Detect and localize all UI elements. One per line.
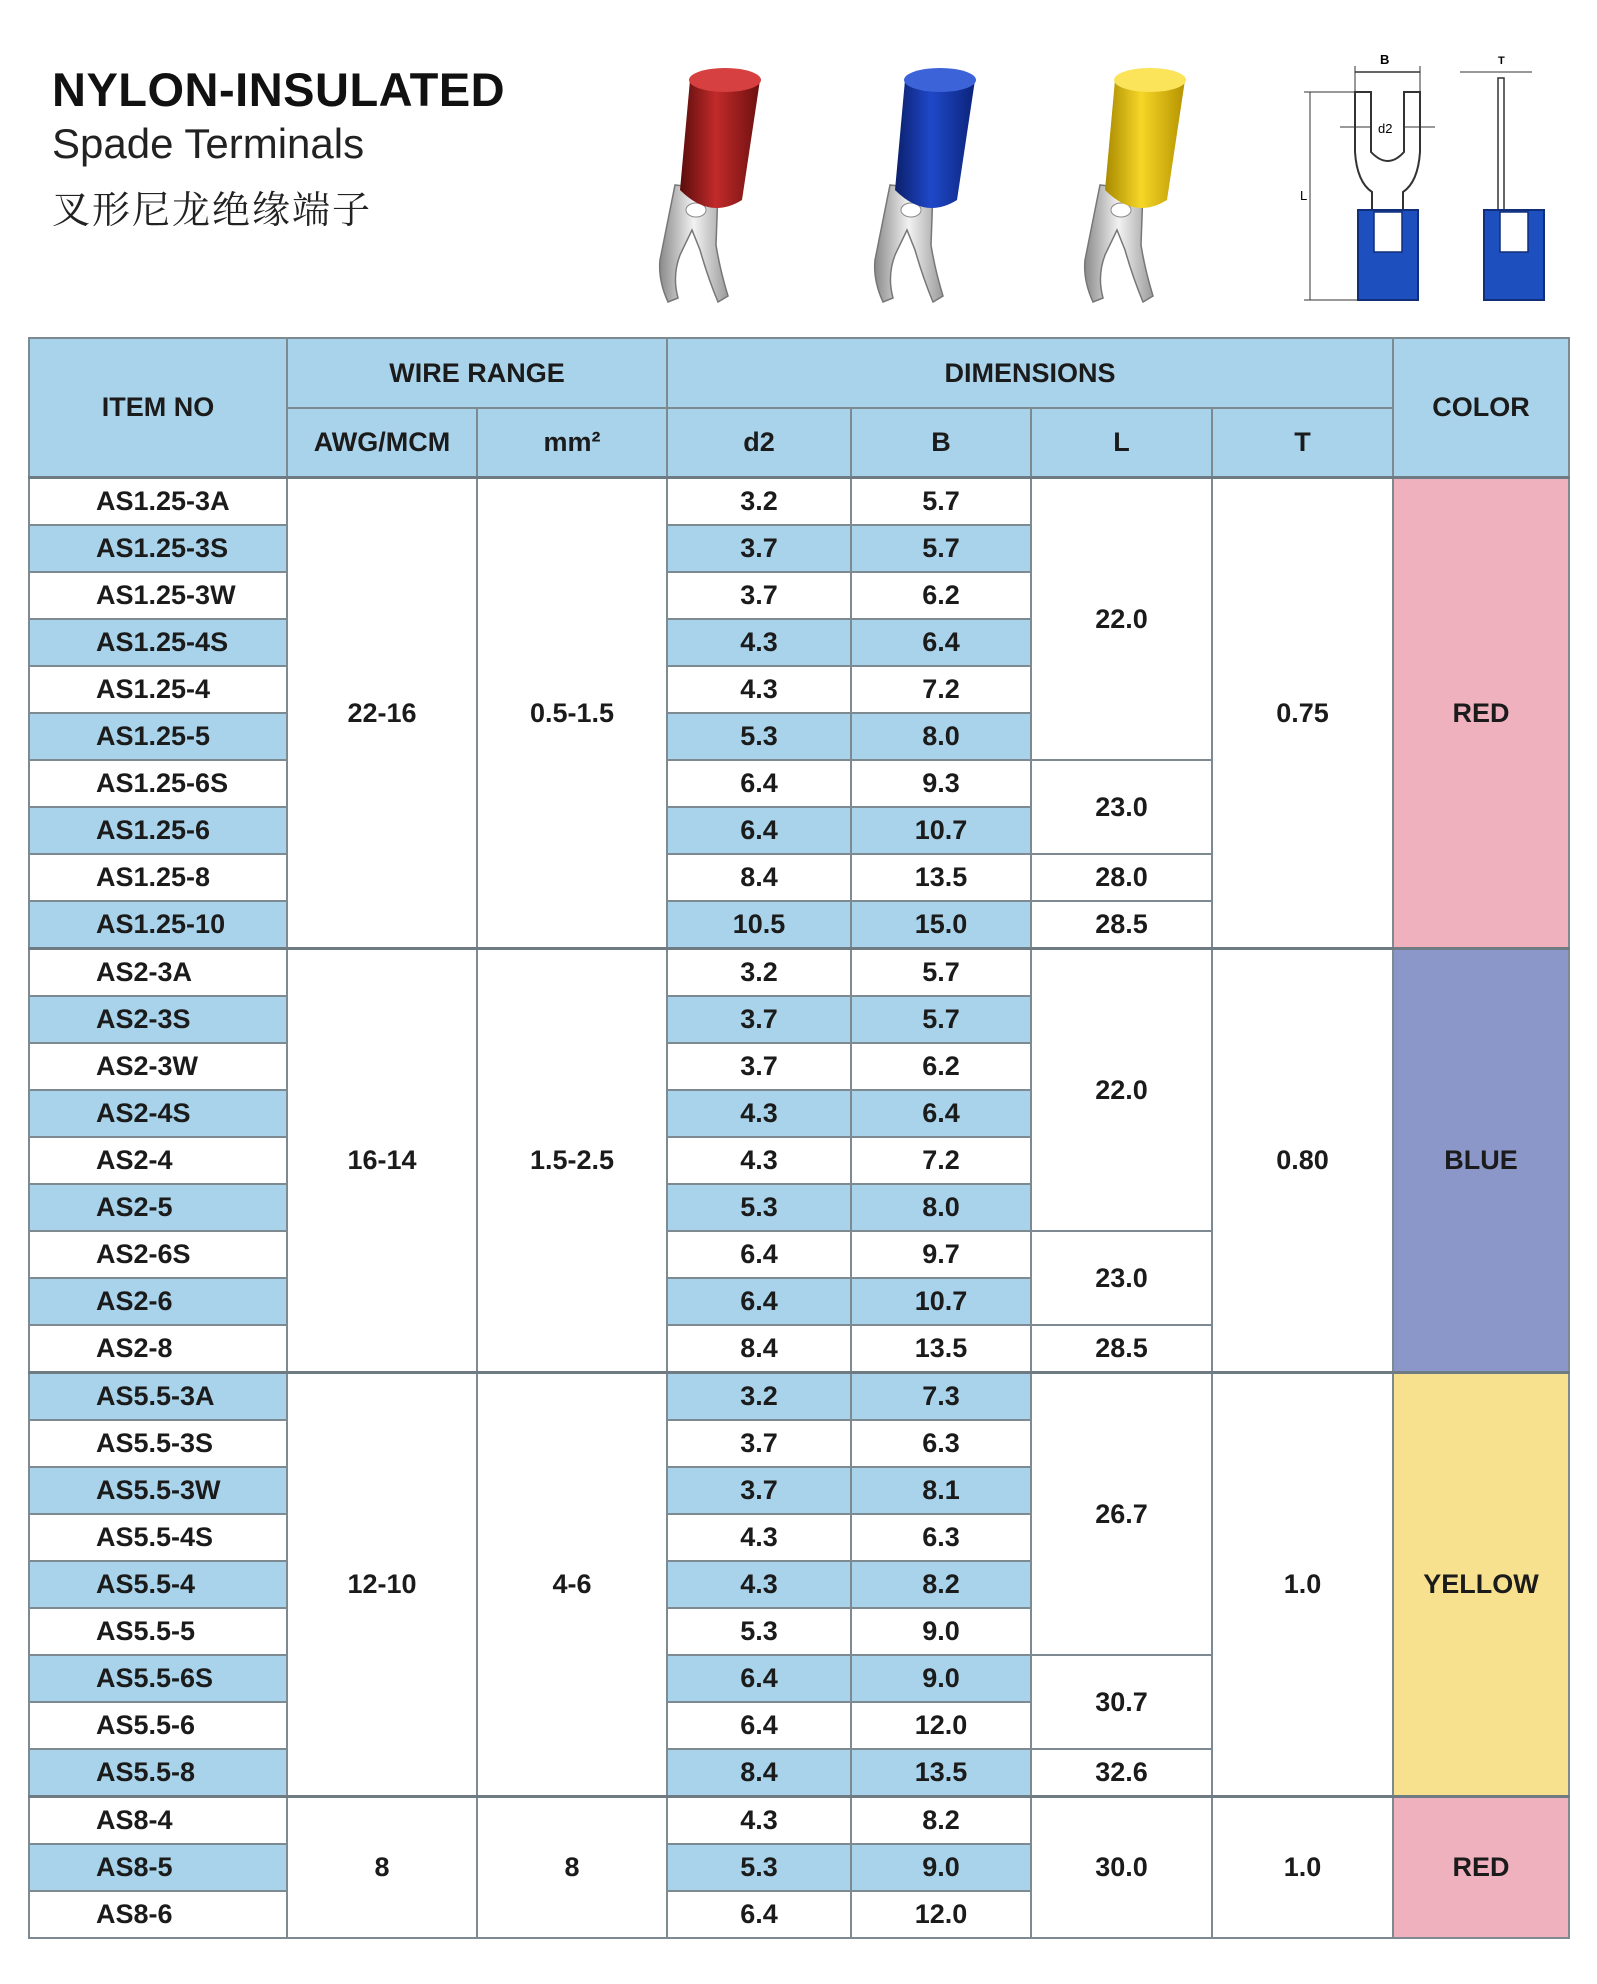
item-no: AS5.5-6: [29, 1702, 287, 1749]
b-value: 9.0: [851, 1655, 1031, 1702]
b-value: 5.7: [851, 949, 1031, 997]
b-value: 15.0: [851, 901, 1031, 949]
diagram-label-d2: d2: [1378, 121, 1393, 136]
item-no: AS5.5-4S: [29, 1514, 287, 1561]
item-no: AS2-8: [29, 1325, 287, 1373]
header-dimensions: DIMENSIONS: [667, 338, 1393, 408]
item-no: AS2-6S: [29, 1231, 287, 1278]
page-subtitle: Spade Terminals: [52, 120, 365, 167]
item-no: AS2-3A: [29, 949, 287, 997]
l-value: 28.5: [1031, 1325, 1212, 1373]
diagram-label-b: B: [1380, 52, 1390, 67]
b-value: 9.3: [851, 760, 1031, 807]
item-no: AS5.5-5: [29, 1608, 287, 1655]
l-value: 22.0: [1031, 478, 1212, 761]
table-row: [29, 478, 1569, 526]
d2-value: 6.4: [667, 1278, 851, 1325]
d2-value: 10.5: [667, 901, 851, 949]
item-no: AS5.5-8: [29, 1749, 287, 1797]
d2-value: 3.7: [667, 1043, 851, 1090]
header-t: T: [1212, 408, 1393, 478]
blue-terminal-image: [835, 40, 1035, 315]
b-value: 9.7: [851, 1231, 1031, 1278]
title-block: [52, 63, 506, 234]
d2-value: 4.3: [667, 1514, 851, 1561]
d2-value: 8.4: [667, 1325, 851, 1373]
awg-value: 8: [287, 1797, 477, 1939]
d2-value: 4.3: [667, 1797, 851, 1845]
item-no: AS2-4: [29, 1137, 287, 1184]
d2-value: 3.7: [667, 1420, 851, 1467]
t-value: 0.75: [1212, 478, 1393, 949]
b-value: 10.7: [851, 1278, 1031, 1325]
item-no: AS1.25-6S: [29, 760, 287, 807]
item-no: AS1.25-4: [29, 666, 287, 713]
item-no: AS2-3W: [29, 1043, 287, 1090]
dimension-diagram: [1300, 52, 1550, 312]
d2-value: 6.4: [667, 1655, 851, 1702]
l-value: 32.6: [1031, 1749, 1212, 1797]
b-value: 9.0: [851, 1844, 1031, 1891]
b-value: 5.7: [851, 478, 1031, 526]
d2-value: 3.2: [667, 949, 851, 997]
table-row: [29, 1797, 1569, 1845]
b-value: 7.2: [851, 666, 1031, 713]
l-value: 26.7: [1031, 1373, 1212, 1656]
b-value: 8.2: [851, 1561, 1031, 1608]
header-d2: d2: [667, 408, 851, 478]
d2-value: 5.3: [667, 1844, 851, 1891]
t-value: 0.80: [1212, 949, 1393, 1373]
item-no: AS5.5-6S: [29, 1655, 287, 1702]
item-no: AS1.25-10: [29, 901, 287, 949]
item-no: AS2-3S: [29, 996, 287, 1043]
d2-value: 5.3: [667, 713, 851, 760]
b-value: 8.0: [851, 713, 1031, 760]
header-awg: AWG/MCM: [287, 408, 477, 478]
b-value: 6.2: [851, 1043, 1031, 1090]
b-value: 8.1: [851, 1467, 1031, 1514]
d2-value: 8.4: [667, 854, 851, 901]
item-no: AS1.25-8: [29, 854, 287, 901]
d2-value: 4.3: [667, 619, 851, 666]
header-b: B: [851, 408, 1031, 478]
awg-value: 12-10: [287, 1373, 477, 1797]
b-value: 9.0: [851, 1608, 1031, 1655]
item-no: AS1.25-4S: [29, 619, 287, 666]
color-value: YELLOW: [1393, 1373, 1569, 1797]
item-no: AS1.25-3W: [29, 572, 287, 619]
d2-value: 3.7: [667, 1467, 851, 1514]
mm2-value: 0.5-1.5: [477, 478, 667, 949]
b-value: 6.4: [851, 1090, 1031, 1137]
b-value: 10.7: [851, 807, 1031, 854]
d2-value: 8.4: [667, 1749, 851, 1797]
d2-value: 6.4: [667, 1231, 851, 1278]
d2-value: 6.4: [667, 807, 851, 854]
item-no: AS1.25-5: [29, 713, 287, 760]
l-value: 23.0: [1031, 1231, 1212, 1325]
b-value: 5.7: [851, 996, 1031, 1043]
header-wire-range: WIRE RANGE: [287, 338, 667, 408]
l-value: 28.5: [1031, 901, 1212, 949]
b-value: 8.0: [851, 1184, 1031, 1231]
t-value: 1.0: [1212, 1797, 1393, 1939]
b-value: 7.2: [851, 1137, 1031, 1184]
awg-value: 22-16: [287, 478, 477, 949]
d2-value: 3.2: [667, 1373, 851, 1421]
page-title: NYLON-INSULATED: [52, 63, 506, 116]
b-value: 6.2: [851, 572, 1031, 619]
header-item-no: ITEM NO: [29, 338, 287, 478]
table-row: [29, 949, 1569, 997]
awg-value: 16-14: [287, 949, 477, 1373]
item-no: AS5.5-3A: [29, 1373, 287, 1421]
item-no: AS2-4S: [29, 1090, 287, 1137]
d2-value: 5.3: [667, 1608, 851, 1655]
l-value: 28.0: [1031, 854, 1212, 901]
item-no: AS5.5-3W: [29, 1467, 287, 1514]
table-row: [29, 1373, 1569, 1421]
item-no: AS1.25-6: [29, 807, 287, 854]
l-value: 30.7: [1031, 1655, 1212, 1749]
color-value: RED: [1393, 478, 1569, 949]
b-value: 12.0: [851, 1891, 1031, 1938]
item-no: AS8-5: [29, 1844, 287, 1891]
color-value: BLUE: [1393, 949, 1569, 1373]
color-value: RED: [1393, 1797, 1569, 1939]
t-value: 1.0: [1212, 1373, 1393, 1797]
item-no: AS8-4: [29, 1797, 287, 1845]
l-value: 30.0: [1031, 1797, 1212, 1939]
d2-value: 5.3: [667, 1184, 851, 1231]
l-value: 23.0: [1031, 760, 1212, 854]
mm2-value: 1.5-2.5: [477, 949, 667, 1373]
diagram-label-l: L: [1300, 188, 1308, 203]
d2-value: 4.3: [667, 666, 851, 713]
diagram-label-t: T: [1498, 55, 1505, 67]
item-no: AS2-6: [29, 1278, 287, 1325]
b-value: 13.5: [851, 1325, 1031, 1373]
b-value: 13.5: [851, 854, 1031, 901]
item-no: AS1.25-3A: [29, 478, 287, 526]
mm2-value: 4-6: [477, 1373, 667, 1797]
b-value: 8.2: [851, 1797, 1031, 1845]
item-no: AS5.5-3S: [29, 1420, 287, 1467]
d2-value: 3.7: [667, 525, 851, 572]
yellow-terminal-image: [1045, 40, 1245, 315]
item-no: AS2-5: [29, 1184, 287, 1231]
mm2-value: 8: [477, 1797, 667, 1939]
d2-value: 4.3: [667, 1090, 851, 1137]
red-terminal-image: [620, 40, 820, 315]
d2-value: 3.7: [667, 572, 851, 619]
b-value: 6.3: [851, 1420, 1031, 1467]
b-value: 6.3: [851, 1514, 1031, 1561]
header-color: COLOR: [1393, 338, 1569, 478]
header-l: L: [1031, 408, 1212, 478]
b-value: 5.7: [851, 525, 1031, 572]
d2-value: 3.7: [667, 996, 851, 1043]
d2-value: 6.4: [667, 760, 851, 807]
b-value: 12.0: [851, 1702, 1031, 1749]
d2-value: 4.3: [667, 1137, 851, 1184]
d2-value: 3.2: [667, 478, 851, 526]
l-value: 22.0: [1031, 949, 1212, 1232]
item-no: AS5.5-4: [29, 1561, 287, 1608]
d2-value: 4.3: [667, 1561, 851, 1608]
item-no: AS8-6: [29, 1891, 287, 1938]
spec-table: [28, 337, 1570, 1939]
b-value: 7.3: [851, 1373, 1031, 1421]
b-value: 6.4: [851, 619, 1031, 666]
item-no: AS1.25-3S: [29, 525, 287, 572]
page-subtitle-cn: 叉形尼龙绝缘端子: [52, 188, 373, 232]
d2-value: 6.4: [667, 1702, 851, 1749]
b-value: 13.5: [851, 1749, 1031, 1797]
header-mm2: mm²: [477, 408, 667, 478]
d2-value: 6.4: [667, 1891, 851, 1938]
